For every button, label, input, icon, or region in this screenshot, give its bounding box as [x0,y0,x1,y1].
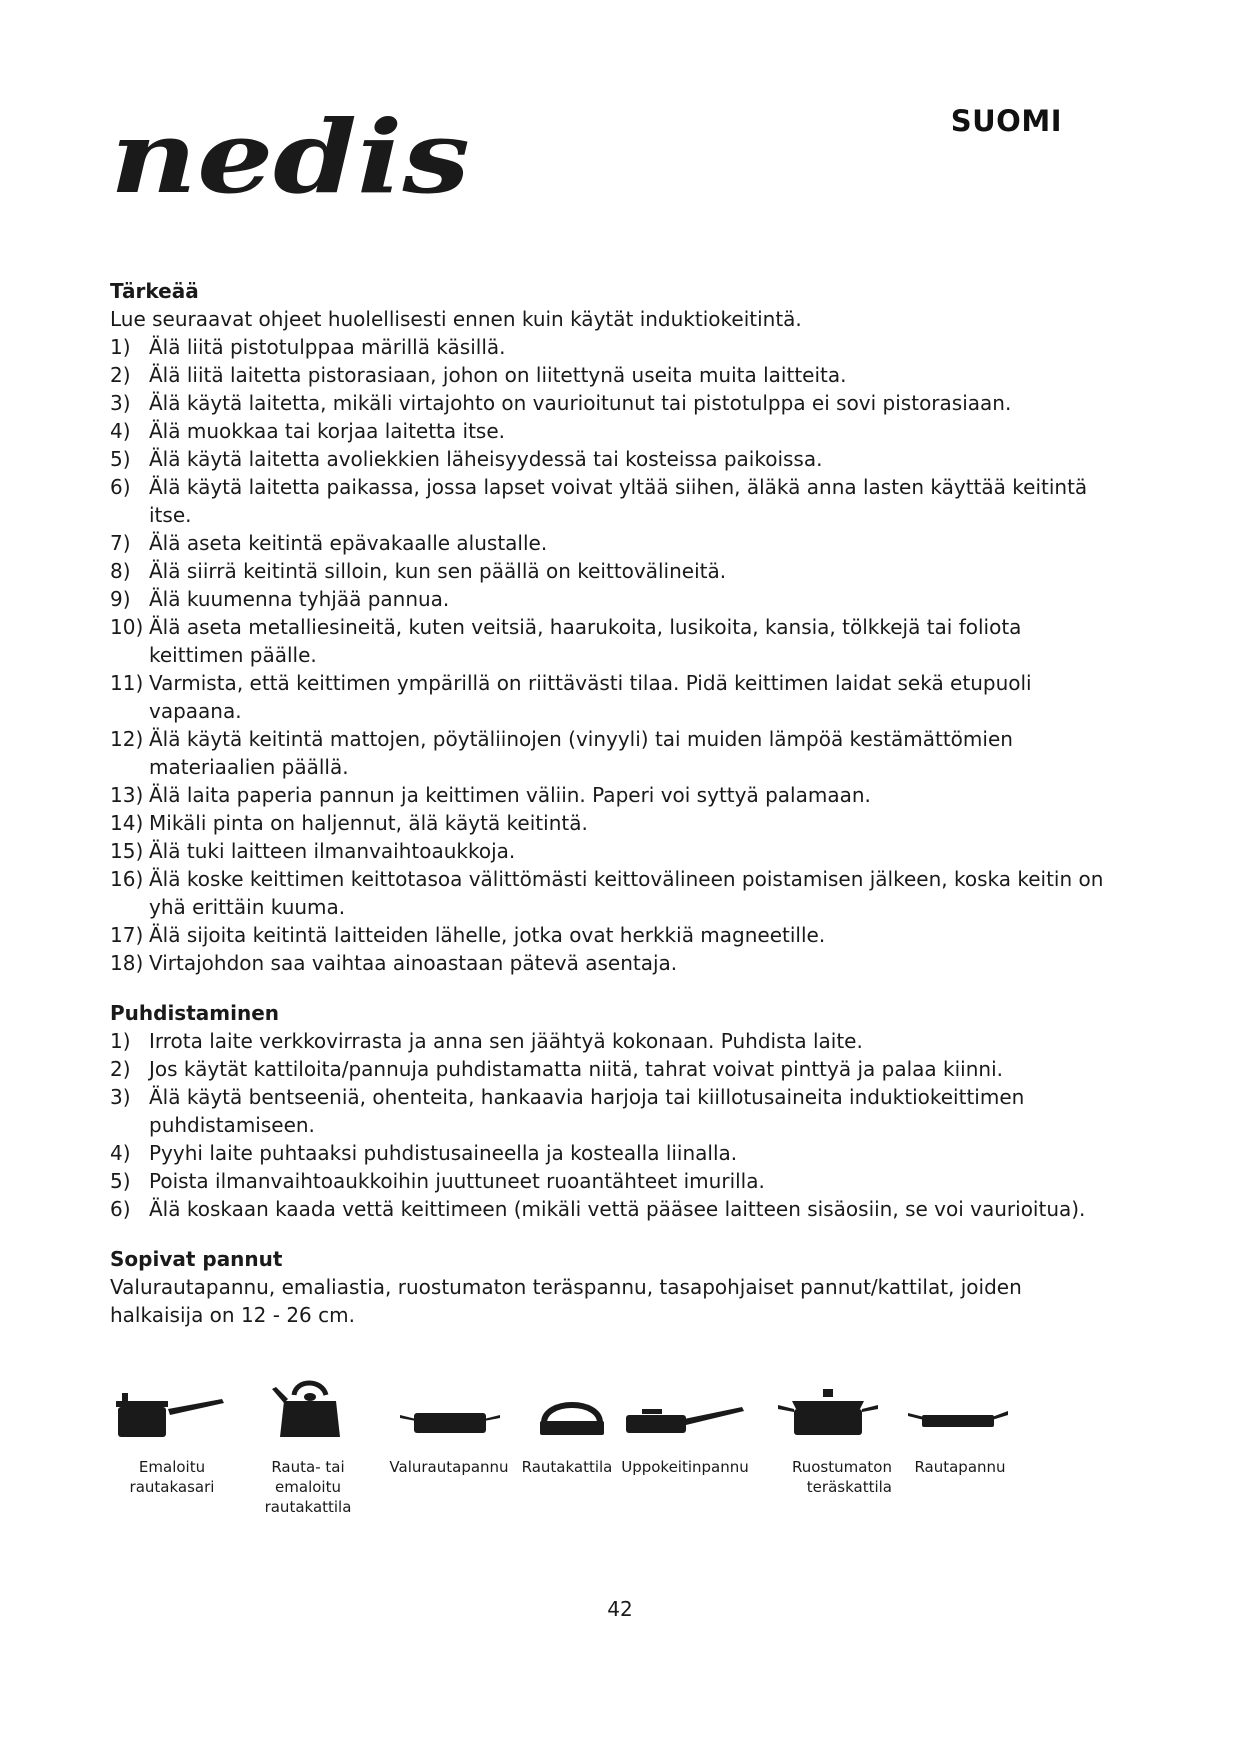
pan-label: Rautakattila [521,1458,613,1476]
list-item: 8) Älä siirrä keitintä silloin, kun sen päällä on keittovälineitä. [110,559,727,583]
important-section [110,277,1120,977]
cleaning-list [110,1027,1120,1223]
list-item: 1) Älä liitä pistotulppaa märillä käsillä. [110,335,506,359]
list-item: 13) Älä laita paperia pannun ja keittimen väliin. Paperi voi syttyä palamaan. [110,783,871,807]
cleaning-section [110,999,1120,1223]
list-item: 12) Älä käytä keitintä mattojen, pöytäliinojen (vinyyli) tai muiden lämpöä kestämättömien materiaalien päällä. [110,727,1013,779]
list-item: 4) Älä muokkaa tai korjaa laitetta itse. [110,419,505,443]
list-item: 3) Älä käytä bentseeniä, ohenteita, hankaavia harjoja tai kiillotusaineita induktiokeittimen puhdistamiseen. [110,1085,1025,1137]
pan-label: Rauta- tai emaloitu rautakattila [264,1458,352,1516]
important-intro: Lue seuraavat ohjeet huolellisesti ennen kuin käytät induktiokeitintä. [110,307,802,331]
list-item: 5) Älä käytä laitetta avoliekkien läheisyydessä tai kosteissa paikoissa. [110,447,823,471]
saucepan-icon [114,1385,234,1441]
pans-heading: Sopivat pannut [110,1247,283,1271]
list-item: 14) Mikäli pinta on haljennut, älä käytä keitintä. [110,811,588,835]
important-heading: Tärkeää [110,279,199,303]
stockpot-icon [774,1385,884,1441]
list-item: 11) Varmista, että keittimen ympärillä on riittävästi tilaa. Pidä keittimen laidat sekä etupuoli vapaana. [110,671,1032,723]
list-item: 1) Irrota laite verkkovirrasta ja anna sen jäähtyä kokonaan. Puhdista laite. [110,1029,863,1053]
list-item: 2) Älä liitä laitetta pistorasiaan, johon on liitettynä useita muita laitteita. [110,363,847,387]
pans-section [110,1245,1120,1329]
skillet-icon [396,1385,506,1441]
logo-text: nedis [110,108,470,212]
list-item: 9) Älä kuumenna tyhjää pannua. [110,587,450,611]
pan-label: Rautapannu [914,1458,1006,1476]
frying-pan-icon [622,1385,752,1441]
list-item: 18) Virtajohdon saa vaihtaa ainoastaan pätevä asentaja. [110,951,678,975]
list-item: 3) Älä käytä laitetta, mikäli virtajohto on vaurioitunut tai pistotulppa ei sovi pistorasiaan. [110,391,1012,415]
cleaning-heading: Puhdistaminen [110,1001,280,1025]
pan-label: Ruostumaton teräskattila [791,1458,892,1496]
pans-description: Valurautapannu, emaliastia, ruostumaton teräspannu, tasapohjaiset pannut/kattilat, joiden halkaisija on 12 - 26 cm. [110,1275,1022,1327]
wok-icon [534,1385,610,1441]
kettle-icon [270,1375,350,1441]
pan-label: Uppokeitinpannu [621,1458,749,1476]
list-item: 6) Älä käytä laitetta paikassa, jossa lapset voivat yltää siihen, äläkä anna lasten käyttää keitintä itse. [110,475,1088,527]
list-item: 17) Älä sijoita keitintä laitteiden lähelle, jotka ovat herkkiä magneetille. [110,923,826,947]
list-item: 2) Jos käytät kattiloita/pannuja puhdistamatta niitä, tahrat voivat pinttyä ja palaa kiinni. [110,1057,1003,1081]
list-item: 5) Poista ilmanvaihtoaukkoihin juuttuneet ruoantähteet imurilla. [110,1169,765,1193]
language-label: SUOMI [950,104,1062,138]
list-item: 16) Älä koske keittimen keittotasoa välittömästi keittovälineen poistamisen jälkeen, koska keitin on yhä erittäin kuuma. [110,867,1104,919]
list-item: 10) Älä aseta metalliesineitä, kuten veitsiä, haarukoita, lusikoita, kansia, tölkkejä tai foliota keittimen päälle. [110,615,1022,667]
list-item: 4) Pyyhi laite puhtaaksi puhdistusaineella ja kostealla liinalla. [110,1141,738,1165]
pan-icons-row [110,1385,1020,1515]
list-item: 7) Älä aseta keitintä epävakaalle alustalle. [110,531,548,555]
page-number: 42 [607,1597,633,1621]
nedis-logo [108,108,478,212]
list-item: 15) Älä tuki laitteen ilmanvaihtoaukkoja. [110,839,516,863]
list-item: 6) Älä koskaan kaada vettä keittimeen (mikäli vettä pääsee laitteen sisäosiin, se voi vaurioitua). [110,1197,1086,1221]
document-body [110,277,1120,1329]
flat-pan-icon [904,1385,1014,1441]
pan-label: Valurautapannu [389,1458,509,1476]
pan-label: Emaloitu rautakasari [129,1458,215,1496]
important-list [110,333,1120,977]
